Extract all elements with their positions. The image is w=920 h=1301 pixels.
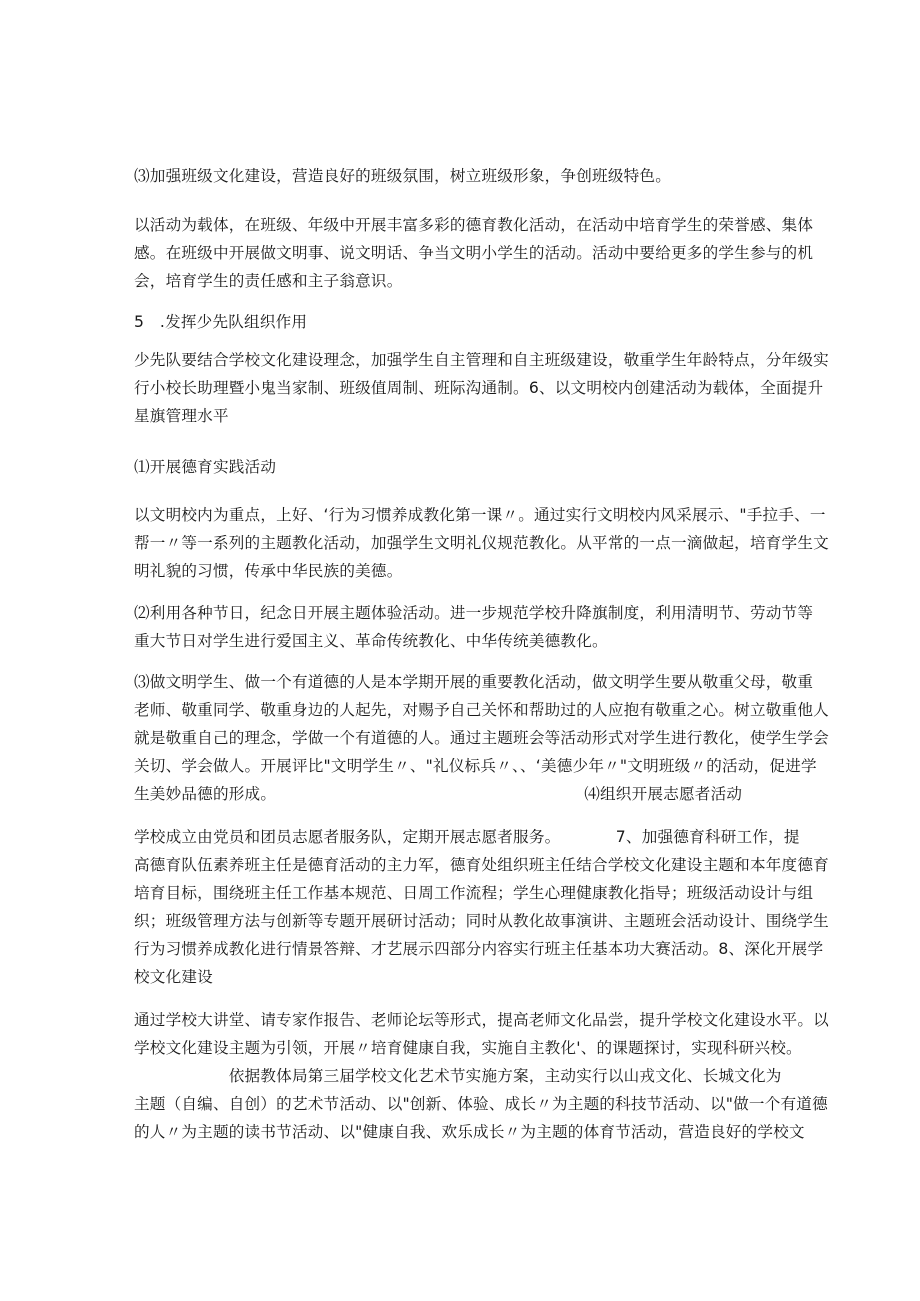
- text-line: 校文化建设: [134, 968, 213, 986]
- text-line: 行小校长助理暨小鬼当家制、班级值周制、班际沟通制。6、以文明校内创建活动为载体，全面提升: [134, 379, 824, 397]
- text-line: 重大节日对学生进行爱国主义、革命传统教化、中华传统美德教化。: [134, 632, 608, 650]
- paragraph-civilized-campus: [134, 501, 829, 585]
- text-line: 少先队要结合学校文化建设理念，加强学生自主管理和自主班级建设，敬重学生年龄特点，分年级实: [134, 351, 829, 369]
- text-line: 以活动为载体，在班级、年级中开展丰富多彩的德育教化活动，在活动中培育学生的荣誉感、集体: [134, 216, 814, 234]
- text-line: 星旗管理水平: [134, 407, 229, 425]
- text-line: 学校成立由党员和团员志愿者服务队，定期开展志愿者服务。 7、加强德育科研工作，提: [134, 828, 800, 846]
- text-line: 学校文化建设主题为引领，开展〃培育健康自我，实施自主教化'、的课题探讨，实现科研兴校。: [134, 1039, 802, 1057]
- text-line: 老师、敬重同学、敬重身边的人起先，对赐予自己关怀和帮助过的人应抱有敬重之心。树立敬重他人: [134, 701, 829, 719]
- text-line: 关切、学会做人。开展评比"文明学生〃、"礼仪标兵〃、、‘美德少年〃"文明班级〃的活动，促进学: [134, 757, 817, 775]
- text-line: 依据教体局第三届学校文化艺术节实施方案，主动实行以山戎文化、长城文化为: [134, 1067, 782, 1085]
- text-line: 培育目标，围绕班主任工作基本规范、日周工作流程；学生心理健康教化指导；班级活动设计与组: [134, 884, 814, 902]
- paragraph-school-culture: [134, 1006, 829, 1146]
- text-line: ⑵利用各种节日，纪念日开展主题体验活动。进一步规范学校升降旗制度，利用清明节、劳动节等: [134, 604, 814, 622]
- text-line: 感。在班级中开展做文明事、说文明话、争当文明小学生的活动。活动中要给更多的学生参与的机: [134, 244, 814, 262]
- text-line: 通过学校大讲堂、请专家作报告、老师论坛等形式，提高老师文化品尝，提升学校文化建设水平。以: [134, 1011, 829, 1029]
- text-line: 生美妙品德的形成。 ⑷组织开展志愿者活动: [134, 785, 743, 803]
- text-line: 主题（自编、自创）的艺术节活动、以"创新、体验、成长〃为主题的科技节活动、以"做一个有道德: [134, 1095, 828, 1113]
- text-line: 明礼貌的习惯，传承中华民族的美德。: [134, 562, 403, 580]
- paragraph-civilized-students: [134, 668, 829, 808]
- text-line: ⑶做文明学生、做一个有道德的人是本学期开展的重要教化活动，做文明学生要从敬重父母，敬重: [134, 673, 814, 691]
- paragraph-volunteers-research: [134, 823, 829, 991]
- heading-moral-practice: [134, 453, 784, 481]
- paragraph-activities: [134, 211, 814, 295]
- text-line: 帮一〃等一系列的主题教化活动，加强学生文明礼仪规范教化。从平常的一点一滴做起，培育学生文: [134, 534, 829, 552]
- text-line: 就是敬重自己的理念，学做一个有道德的人。通过主题班会等活动形式对学生进行教化，使学生学会: [134, 729, 829, 747]
- text-line: 的人〃为主题的读书节活动、以"健康自我、欢乐成长〃为主题的体育节活动，营造良好的学校文: [134, 1123, 805, 1141]
- paragraph-class-culture: [134, 162, 784, 190]
- paragraph-young-pioneers: [134, 346, 829, 430]
- text-line: 5 .发挥少先队组织作用: [134, 313, 308, 331]
- text-line: 会，培育学生的责任感和主子翁意识。: [134, 272, 403, 290]
- text-line: 织；班级管理方法与创新等专题开展研讨活动；同时从教化故事演讲、主题班会活动设计、围绕学生: [134, 912, 829, 930]
- text-line: 高德育队伍素养班主任是德育活动的主力军，德育处组织班主任结合学校文化建设主题和本年度德育: [134, 856, 829, 874]
- paragraph-festivals: [134, 599, 814, 655]
- text-line: 行为习惯养成教化进行情景答辩、才艺展示四部分内容实行班主任基本功大赛活动。8、深化开展学: [134, 940, 824, 958]
- text-line: ⑶加强班级文化建设，营造良好的班级氛围，树立班级形象，争创班级特色。: [134, 167, 671, 185]
- heading-young-pioneers: [134, 308, 784, 336]
- text-line: 以文明校内为重点，上好、‘行为习惯养成教化第一课〃。通过实行文明校内风采展示、"手拉手、一: [134, 506, 826, 524]
- text-line: ⑴开展德育实践活动: [134, 458, 277, 476]
